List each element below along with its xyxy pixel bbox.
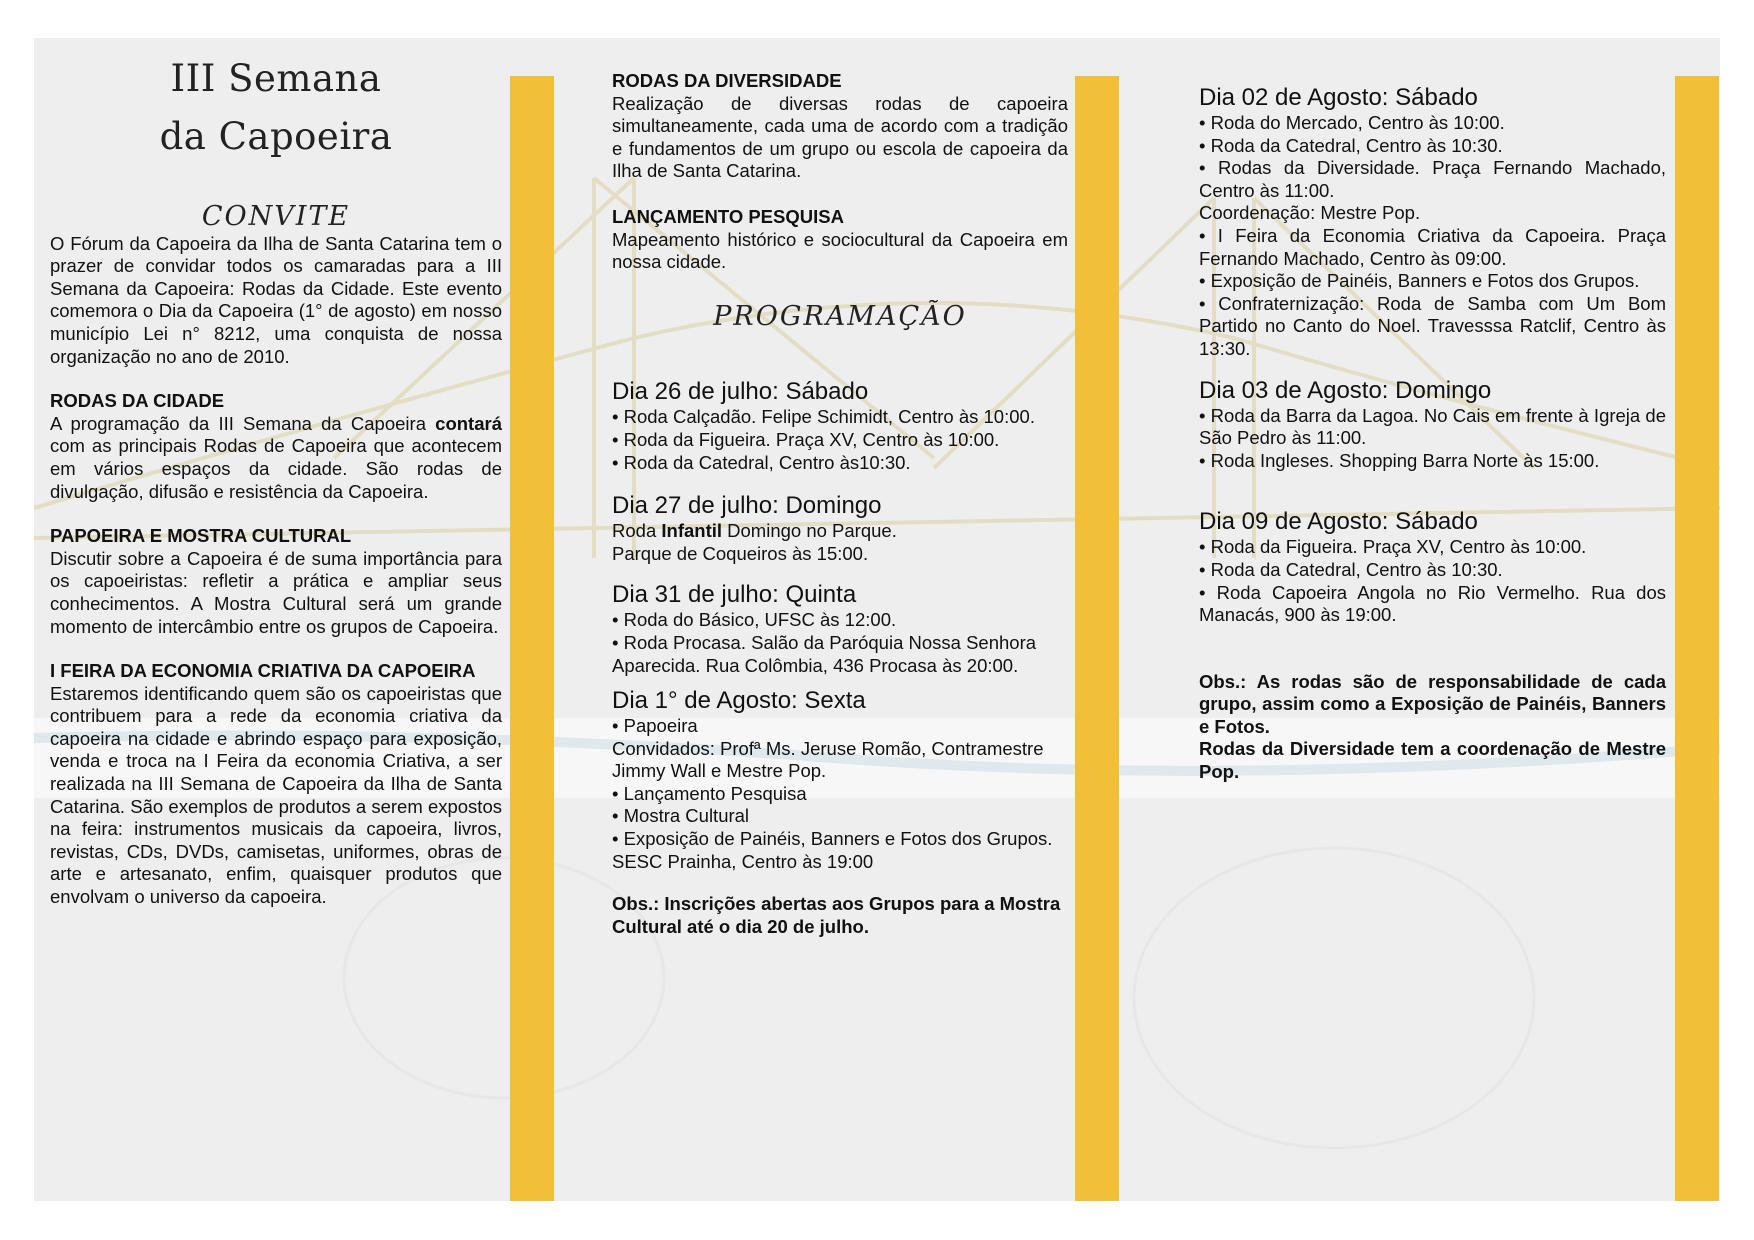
feira-text: Estaremos identificando quem são os capoeiristas que contribuem para a rede da economia criativa da capoeira na cidade e abrindo espaço para exposição, venda e troca na I Feira da economia Criativa, a ser realizada na III Semana de Capoeira da Ilha de Santa Catarina. São exemplos de produtos a serem expostos na feira: instrumentos musicais da capoeira, livros, revistas, CDs, DVDs, camisetas, uniformes, obras de arte e artesanato, enfim, quaisquer produtos que envolvam o universo da capoeira. xyxy=(50,682,502,908)
schedule-item: • Exposição de Painéis, Banners e Fotos dos Grupos. xyxy=(612,828,1053,850)
day-27-line-1-bold: Infantil xyxy=(661,520,723,542)
schedule-item: • Roda Procasa. Salão da Paróquia Nossa Senhora Aparecida. Rua Colômbia, 436 Procasa às 20:00. xyxy=(612,631,1037,676)
schedule-item: Convidados: Profª Ms. Jeruse Romão, Contramestre Jimmy Wall e Mestre Pop. xyxy=(612,737,1044,782)
diversidade-text: Realização de diversas rodas de capoeira simultaneamente, cada uma de acordo com a tradição e fundamentos de um grupo ou escola de capoeira da Ilha de Santa Catarina. xyxy=(612,92,1068,182)
schedule-item: • Roda do Básico, UFSC às 12:00. xyxy=(612,609,897,631)
pesquisa-text: Mapeamento histórico e sociocultural da Capoeira em nossa cidade. xyxy=(612,228,1068,273)
convite-text: O Fórum da Capoeira da Ilha de Santa Catarina tem o prazer de convidar todos os camaradas para a III Semana da Capoeira: Rodas da Cidade. Este evento comemora o Dia da Capoeira (1° de agosto) em nosso município Lei n° 8212, uma conquista de nossa organização no ano de 2010. xyxy=(50,232,502,367)
schedule-item: • Roda da Catedral, Centro às 10:30. xyxy=(1199,134,1503,156)
day-27-line-1-b: Domingo no Parque. xyxy=(722,520,897,542)
obs-inscricoes: Obs.: Inscrições abertas aos Grupos para a Mostra Cultural até o dia 20 de julho. xyxy=(612,893,1061,937)
brochure-title xyxy=(50,50,502,166)
schedule-item: • Papoeira xyxy=(612,715,698,737)
day-list-31-julho xyxy=(612,609,1068,677)
diversidade-heading: RODAS DA DIVERSIDADE xyxy=(612,70,842,91)
column-middle xyxy=(612,38,1068,938)
day-list-1-agosto xyxy=(612,715,1068,873)
schedule-item: • Roda da Figueira. Praça XV, Centro às 10:00. xyxy=(1199,536,1587,558)
yellow-divider-2 xyxy=(1075,76,1119,1201)
schedule-item: • Roda Calçadão. Felipe Schimidt, Centro às 10:00. xyxy=(612,406,1035,428)
schedule-item: • I Feira da Economia Criativa da Capoeira. Praça Fernando Machado, Centro às 09:00. xyxy=(1199,224,1666,269)
feira-heading: I FEIRA DA ECONOMIA CRIATIVA DA CAPOEIRA xyxy=(50,660,476,682)
title-line-2: da Capoeira xyxy=(159,115,393,158)
schedule-item: • Roda Capoeira Angola no Rio Vermelho. Rua dos Manacás, 900 às 19:00. xyxy=(1199,581,1666,626)
schedule-item: • Roda da Catedral, Centro às 10:30. xyxy=(1199,558,1503,580)
day-27-line-1-a: Roda xyxy=(612,520,662,542)
rodas-cidade-text xyxy=(50,413,502,503)
day-27-line-2: Parque de Coqueiros às 15:00. xyxy=(612,542,869,564)
day-title-1-agosto: Dia 1° de Agosto: Sexta xyxy=(612,687,866,715)
title-line-1: III Semana xyxy=(170,57,382,100)
day-27-line-1 xyxy=(612,520,1068,543)
schedule-item: • Roda da Figueira. Praça XV, Centro às 10:00. xyxy=(612,428,1000,450)
day-list-03-agosto xyxy=(1199,405,1666,473)
convite-heading: CONVITE xyxy=(201,201,351,232)
day-title-26-julho: Dia 26 de julho: Sábado xyxy=(612,378,869,406)
schedule-item: • Exposição de Painéis, Banners e Fotos dos Grupos. xyxy=(1199,270,1640,292)
day-list-09-agosto xyxy=(1199,536,1666,626)
day-title-03-agosto: Dia 03 de Agosto: Domingo xyxy=(1199,376,1492,404)
day-title-09-agosto: Dia 09 de Agosto: Sábado xyxy=(1199,508,1478,536)
yellow-divider-3 xyxy=(1675,76,1719,1201)
schedule-item: • Rodas da Diversidade. Praça Fernando Machado, Centro às 11:00. xyxy=(1199,157,1666,201)
papoeira-text: Discutir sobre a Capoeira é de suma importância para os capoeiristas: refletir a prática e ampliar seus conhecimentos. A Mostra Cultural será um grande momento de intercâmbio entre os grupos de Capoeira. xyxy=(50,547,502,637)
rodas-cidade-text-bold: contará xyxy=(435,412,502,434)
rodas-cidade-heading: RODAS DA CIDADE xyxy=(50,390,225,412)
day-title-27-julho: Dia 27 de julho: Domingo xyxy=(612,492,882,520)
day-title-02-agosto: Dia 02 de Agosto: Sábado xyxy=(1199,84,1478,111)
day-title-31-julho: Dia 31 de julho: Quinta xyxy=(612,581,857,609)
schedule-item: Coordenação: Mestre Pop. xyxy=(1199,202,1421,224)
schedule-item: • Roda do Mercado, Centro às 10:00. xyxy=(1199,112,1505,133)
programacao-heading: PROGRAMAÇÃO xyxy=(713,300,967,332)
schedule-item: • Roda da Catedral, Centro às10:30. xyxy=(612,451,911,473)
column-left xyxy=(50,38,502,909)
schedule-item: • Confraternização: Roda de Samba com Um Bom Partido no Canto do Noel. Travesssa Ratclif, Centro às 13:30. xyxy=(1199,292,1666,359)
yellow-divider-1 xyxy=(510,76,554,1201)
column-right xyxy=(1199,38,1666,784)
schedule-item: • Mostra Cultural xyxy=(612,805,750,827)
schedule-item: • Lançamento Pesquisa xyxy=(612,782,807,804)
papoeira-heading: PAPOEIRA E MOSTRA CULTURAL xyxy=(50,525,352,547)
rodas-cidade-text-a: A programação da III Semana da Capoeira xyxy=(50,412,436,434)
obs-responsabilidade: Obs.: As rodas são de responsabilidade de cada grupo, assim como a Exposição de Painéis, Banners e Fotos. xyxy=(1199,670,1666,737)
day-list-26-julho xyxy=(612,406,1068,474)
rodas-cidade-text-b: com as principais Rodas de Capoeira que acontecem em vários espaços da cidade. São rodas de divulgação, difusão e resistência da Capoeira. xyxy=(50,435,502,502)
day-list-02-agosto xyxy=(1199,112,1666,361)
brochure-sheet xyxy=(34,38,1720,1201)
schedule-item: SESC Prainha, Centro às 19:00 xyxy=(612,850,874,872)
obs-coordenacao: Rodas da Diversidade tem a coordenação de Mestre Pop. xyxy=(1199,738,1666,783)
schedule-item: • Roda Ingleses. Shopping Barra Norte às 15:00. xyxy=(1199,449,1600,471)
schedule-item: • Roda da Barra da Lagoa. No Cais em frente à Igreja de São Pedro às 11:00. xyxy=(1199,404,1666,449)
pesquisa-heading: LANÇAMENTO PESQUISA xyxy=(612,205,844,227)
